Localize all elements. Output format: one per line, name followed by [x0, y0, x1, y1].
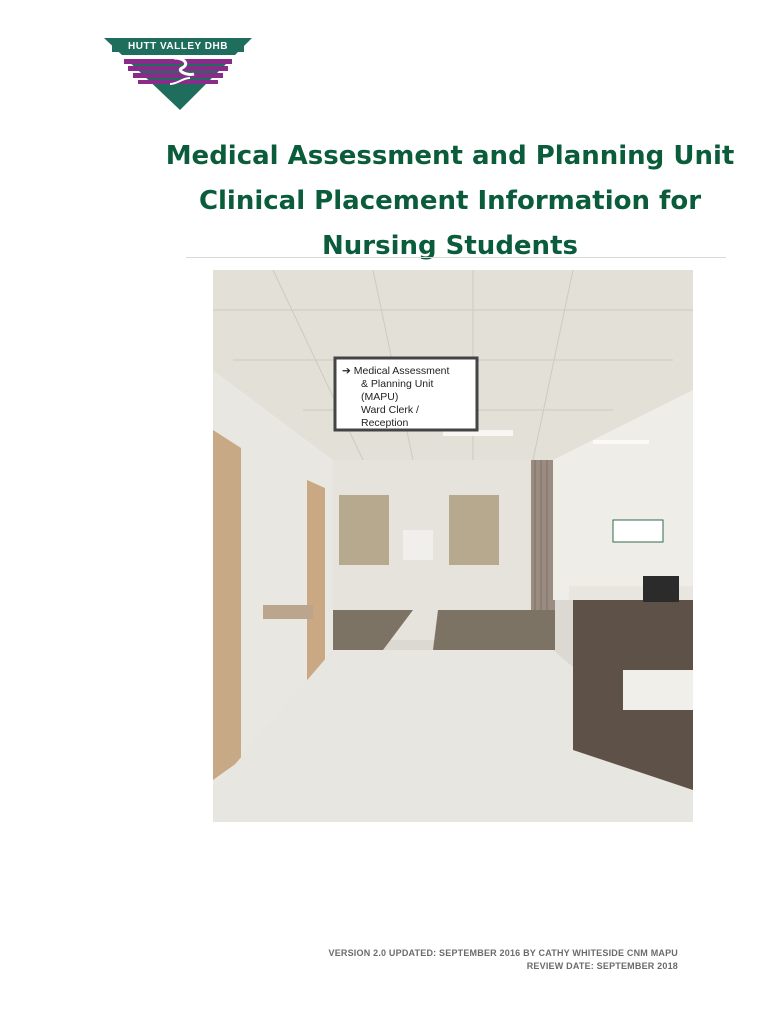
sign-line-5: Reception — [361, 417, 409, 429]
mapu-sign — [342, 365, 474, 430]
document-footer — [329, 947, 679, 973]
sign-line-1: ➔ Medical Assessment — [342, 365, 450, 377]
sign-line-2: & Planning Unit — [361, 378, 434, 390]
corridor-photo — [213, 270, 693, 822]
logo-text: HUTT VALLEY DHB — [128, 41, 228, 52]
arrow-right-icon: ➔ — [342, 365, 351, 377]
title-line-3: Nursing Students — [322, 231, 578, 261]
title-line-1: Medical Assessment and Planning Unit — [165, 141, 735, 171]
logo-graphic — [104, 38, 252, 110]
review-date: REVIEW DATE: SEPTEMBER 2018 — [526, 961, 678, 971]
title-line-2: Clinical Placement Information for — [198, 186, 702, 216]
sign-line-4: Ward Clerk / — [361, 404, 419, 416]
document-title — [150, 134, 750, 269]
title-divider — [186, 257, 726, 258]
hutt-valley-dhb-logo — [104, 38, 252, 110]
version-info: VERSION 2.0 UPDATED: SEPTEMBER 2016 BY CATHY WHITESIDE CNM MAPU — [328, 948, 678, 958]
sign-line-3: (MAPU) — [361, 391, 399, 403]
